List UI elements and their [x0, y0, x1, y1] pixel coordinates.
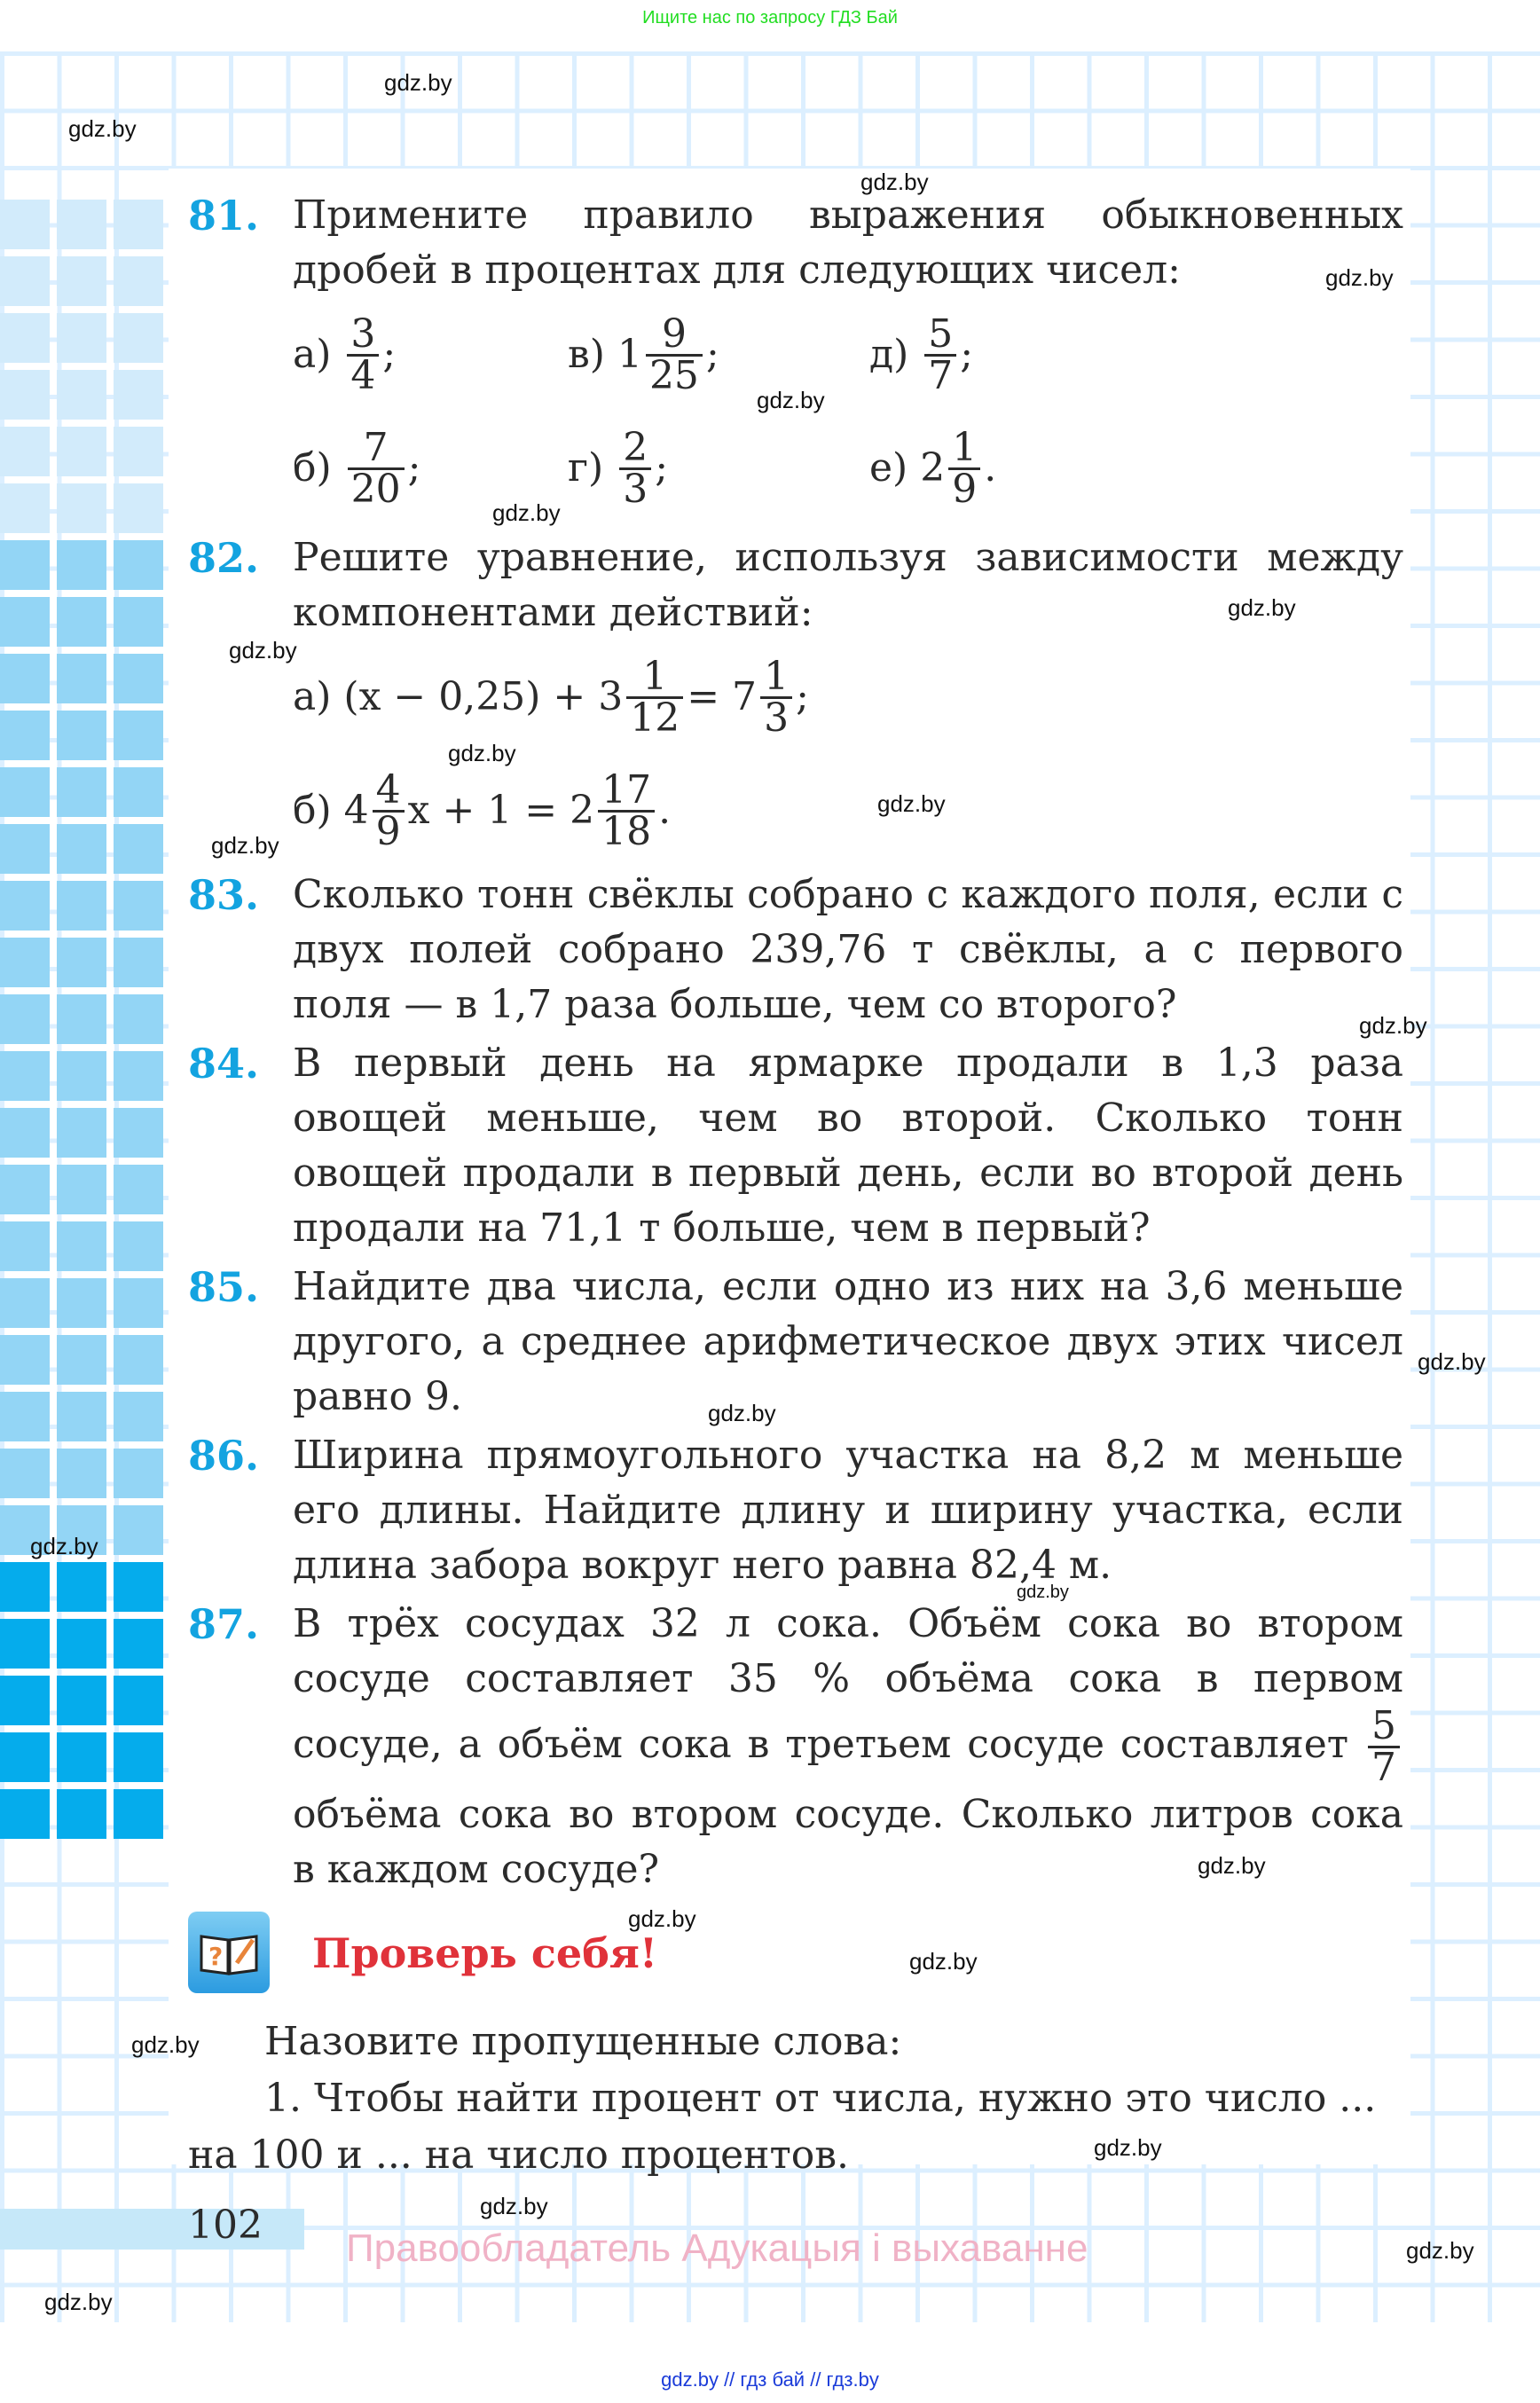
task-82	[188, 530, 1403, 868]
watermark: gdz.by	[1406, 2237, 1474, 2264]
task-text: Примените правило выражения обыкновенных дробей в процентах для следующих чисел:	[293, 192, 1403, 293]
option-e: е) 2 $\frac{1}{9}$ .	[869, 424, 997, 512]
watermark: gdz.by	[877, 790, 946, 817]
watermark: gdz.by	[448, 740, 516, 766]
option-a: а) $\frac{3}{4}$ ;	[293, 310, 397, 398]
fraction: $\frac{7}{20}$	[348, 428, 405, 509]
watermark: gdz.by	[229, 637, 297, 664]
task-text: Решите уравнение, используя зависимости между компонентами действий:	[293, 535, 1403, 635]
watermark: gdz.by	[44, 2289, 113, 2315]
task-86	[188, 1428, 1403, 1593]
book-question-icon	[188, 1912, 270, 1993]
task-number: 87.	[188, 1600, 260, 1648]
check-yourself-title: Проверь себя!	[312, 1929, 658, 1977]
watermark: gdz.by	[384, 69, 452, 96]
watermark: gdz.by	[492, 499, 561, 526]
task-text: В первый день на ярмарке продали в 1,3 раза овощей меньше, чем во второй. Сколько тонн овощей продали в первый день, если во второй день продали на 71,1 т больше, чем в первый?	[293, 1041, 1403, 1251]
watermark: gdz.by	[1094, 2134, 1162, 2161]
task-text: Ширина прямоугольного участка на 8,2 м меньше его длины. Найдите длину и ширину участка, если длина забора вокруг него равна 82,4 м.	[293, 1433, 1403, 1588]
task-84	[188, 1036, 1403, 1256]
task-text: Найдите два числа, если одно из них на 3,6 меньше другого, а среднее арифметическое двух этих чисел равно 9.	[293, 1264, 1403, 1419]
watermark: gdz.by	[1017, 1582, 1069, 1602]
task-number: 86.	[188, 1432, 260, 1480]
options-row-2	[293, 412, 1403, 525]
sidebar-decoration	[0, 200, 167, 1846]
watermark: gdz.by	[708, 1400, 776, 1426]
task-81	[188, 188, 1403, 525]
page-number: 102	[188, 2203, 263, 2248]
fraction: $\frac{1}{9}$	[948, 428, 980, 509]
option-v: в) 1 $\frac{9}{25}$ ;	[568, 310, 719, 398]
watermark: gdz.by	[131, 2031, 200, 2058]
task-number: 85.	[188, 1263, 260, 1311]
svg-text:?: ?	[208, 1942, 224, 1971]
check-yourself-body: Назовите пропущенные слова: 1. Чтобы найти процент от числа, нужно это число ... на 100 и ... на число процентов.	[188, 2019, 1377, 2178]
task-number: 82.	[188, 534, 260, 582]
watermark: gdz.by	[1228, 594, 1296, 621]
fraction: $\frac{2}{3}$	[619, 428, 651, 509]
watermark: gdz.by	[757, 387, 825, 413]
task-number: 84.	[188, 1040, 260, 1088]
equation-b: б) 4 $\frac{4}{9}$ x + 1 = 2 $\frac{17}{18}$ .	[293, 766, 672, 854]
footer-links[interactable]: gdz.by // гдз бай // гдз.by	[661, 2368, 879, 2391]
watermark: gdz.by	[30, 1533, 98, 1559]
task-number: 83.	[188, 871, 260, 919]
task-83	[188, 868, 1403, 1033]
fraction: $\frac{9}{25}$	[646, 315, 703, 396]
watermark: gdz.by	[1418, 1348, 1486, 1375]
option-b: б) $\frac{7}{20}$ ;	[293, 424, 421, 512]
watermark: gdz.by	[628, 1905, 696, 1932]
watermark: gdz.by	[480, 2193, 548, 2219]
copyright-notice: Правообладатель Адукацыя і выхаванне	[346, 2226, 1088, 2270]
top-banner[interactable]: Ищите нас по запросу ГДЗ Бай	[642, 8, 898, 27]
watermark: gdz.by	[1359, 1012, 1427, 1039]
option-g: г) $\frac{2}{3}$ ;	[568, 424, 669, 512]
fraction: $\frac{5}{7}$	[924, 315, 956, 396]
equation-a: а) (x − 0,25) + 3 $\frac{1}{12}$ = 7 $\frac{1}{3}$ ;	[293, 653, 809, 741]
watermark: gdz.by	[1325, 264, 1394, 291]
fraction: $\frac{3}{4}$	[347, 315, 379, 396]
watermark: gdz.by	[211, 832, 279, 859]
watermark: gdz.by	[860, 169, 929, 195]
watermark: gdz.by	[68, 115, 137, 142]
task-text: В трёх сосудах 32 л сока. Объём сока во втором сосуде составляет 35 % объёма сока в первом сосуде, а объём сока в третьем сосуде составляет $\frac{5}{7}$ объёма сока во втором сосуде. Сколько литров сока в каждом сосуде?	[293, 1601, 1403, 1892]
options-row-1	[293, 298, 1403, 412]
watermark: gdz.by	[909, 1948, 978, 1975]
option-d: д) $\frac{5}{7}$ ;	[869, 310, 974, 398]
task-number: 81.	[188, 192, 260, 240]
task-85	[188, 1260, 1403, 1425]
watermark: gdz.by	[1198, 1852, 1266, 1879]
fraction: $\frac{5}{7}$	[1368, 1707, 1400, 1787]
task-text: Сколько тонн свёклы собрано с каждого поля, если с двух полей собрано 239,76 т свёклы, а с первого поля — в 1,7 раза больше, чем со второго?	[293, 872, 1403, 1027]
